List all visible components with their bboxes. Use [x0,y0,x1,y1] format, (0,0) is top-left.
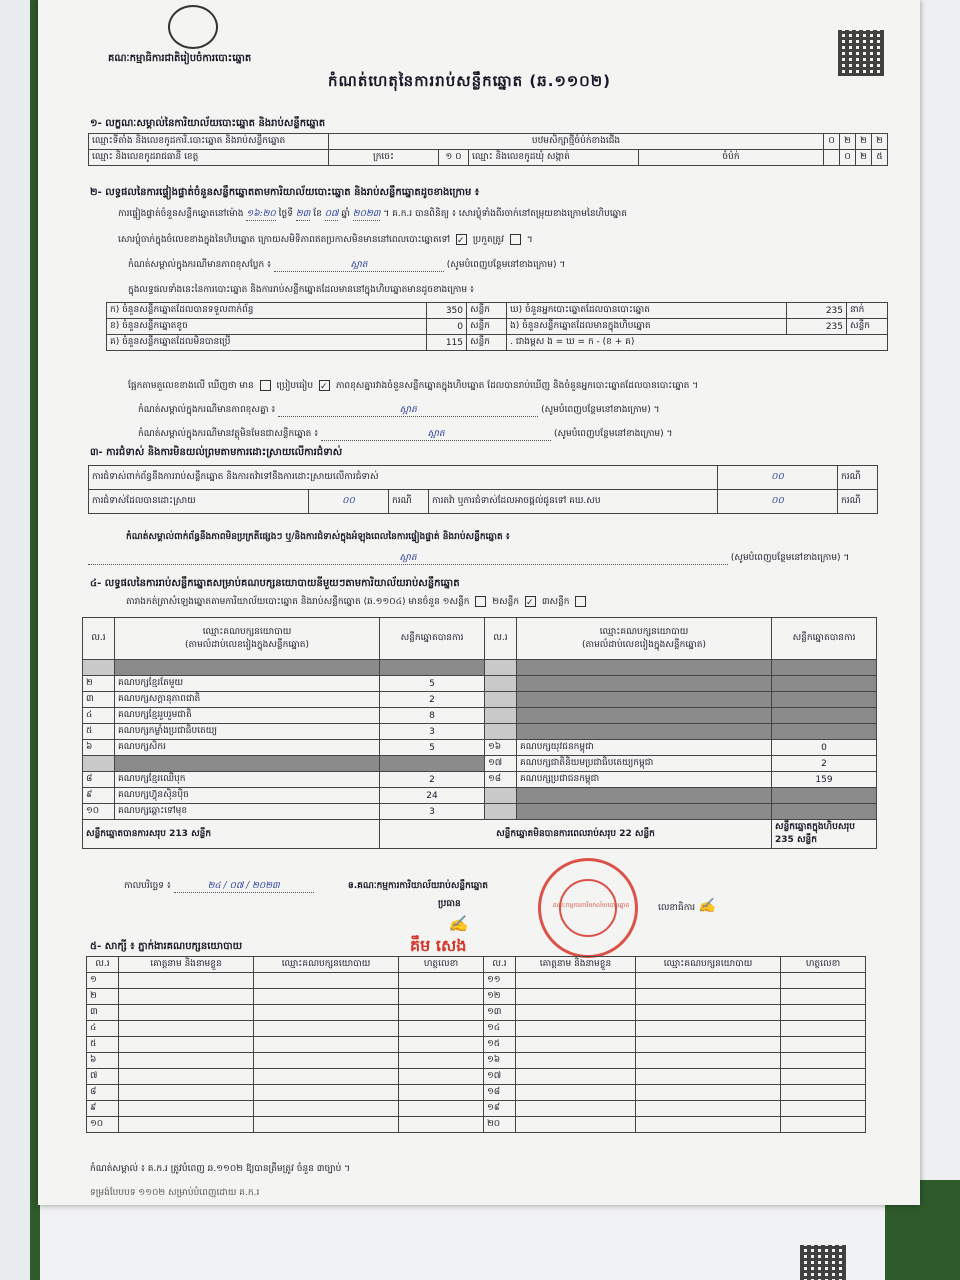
party-results-table [82,617,877,849]
qr-code-icon [800,1245,846,1280]
footer-note: កំណត់សម្គាល់ ៖ គ.ក.រ ត្រូវបំពេញ ឆ.១១០២ ឱ្យបានត្រឹមត្រូវ ចំនួន ៣ច្បាប់ ។ [90,1164,351,1174]
secretary-line: លេខាធិការ ✍ [658,898,716,914]
unit: ករណី [389,490,429,514]
spoiled-ballots-label: ខ) ចំនួនសន្លឹកឆ្នោតខូច [107,319,427,335]
objections-table [88,465,878,514]
col-votes-header: សន្លឹកឆ្នោតបានការ [380,618,485,660]
chair-signature: ✍ [448,914,468,933]
unit: សន្លឹក [467,335,507,351]
results-intro: ក្នុងលទ្ធផលទាំងនេះនៃការបោះឆ្នោត និងការរាប់សន្លឹកឆ្នោតដែលមាននៅក្នុងហិបឆ្នោតមានដូចខាងក្រោម ៖ [128,285,474,295]
discrepancy-note-value: ស្អាត [274,259,444,272]
difference-note-value: ស្អាត [278,404,538,417]
table-row: ៣ គណបក្សសក្ដានុភាពជាតិ 2 [83,692,877,708]
resolved-value: ០០ [309,490,389,514]
unit: ករណី [838,466,878,490]
foreign-object-note-line: កំណត់សម្គាល់ក្នុងករណីមានវត្ថុមិនមែនជាសន្លឹកឆ្នោត ៖ ស្អាត (សូមបំពេញបន្ថែមនៅខាងក្រោម) ។ [138,429,673,439]
table-row: ៥ ១៥ [87,1037,866,1053]
discrepancy-note-line: កំណត់សម្គាល់ក្នុងករណីមានភាពខុសប្លែក ៖ ស្អាត (សូមបំពេញបន្ថែមនៅខាងក្រោម) ។ [128,260,566,270]
col-party-header: ឈ្មោះគណបក្សនយោបាយ (តាមលំដាប់លេខរៀងក្នុងសន្លឹកឆ្នោត) [517,618,772,660]
irregularity-note-line: ស្អាត (សូមបំពេញបន្ថែមនៅខាងក្រោម) ។ [88,552,888,565]
checkbox-empty[interactable] [575,596,586,607]
code-digit: ៥ [872,150,888,166]
table-row: ១ ១១ [87,973,866,989]
checkbox-empty[interactable] [475,596,486,607]
code-digit: ០ [824,134,840,150]
secretary-signature: ✍ [698,898,716,914]
verification-line: ការផ្ទៀងផ្ទាត់ចំនួនសន្លឹកឆ្នោតនៅម៉ោង ១៦:២០ ថ្ងៃទី ២៣ ខែ ០៧ ឆ្នាំ ២០២៣ ។ គ.ក.រ បានពិនិត្យ ៖ សោរប្លុំទាំងពីរចាក់នៅតម្រុយខាងក្រោមនៃហិបឆ្នោត [118,209,627,219]
verification-day: ២៣ [295,209,311,219]
table-row: ៤ គណបក្សខ្មែររួបរួមជាតិ 8 [83,708,877,724]
col-votes-header: សន្លឹកឆ្នោតបានការ [772,618,877,660]
form-version: ទម្រង់បែបបទ ១១០២ សម្រាប់បំពេញដោយ គ.ក.រ [90,1188,260,1198]
province-code: ១ ០ [439,150,469,166]
discrepancy-check-line: ផ្អែកតាមតួលេខខាងលើ ឃើញថា មាន ប្រៀបធៀប ✓ ភាពខុសគ្នារវាងចំនួនសន្លឹកឆ្នោតក្នុងហិបឆ្នោត ដែលបានរាប់ឃើញ និងចំនួនអ្នកបោះឆ្នោតដែលបានបោះឆ្នោត ។ [128,381,699,392]
section5-heading: ៥- សាក្សី ៖ ភ្នាក់ងារគណបក្សនយោបាយ [90,941,243,952]
code-digit: ២ [856,134,872,150]
table-row: ៨ ១៨ [87,1085,866,1101]
table-row: ៤ ១៤ [87,1021,866,1037]
background-wall-left [0,0,30,1280]
background-wall-right [920,0,960,1180]
table-row: ៦ គណបក្សសិករ 5 ១៦ គណបក្សយុវជនកម្ពុជា 0 [83,740,877,756]
table-row: ៨ គណបក្សខ្មែរឈើបុក 2 ១៨ គណបក្សប្រជាជនកម្ពុជា 159 [83,772,877,788]
spoiled-ballots-value: 0 [427,319,467,335]
col-no-header: ល.រ [485,618,517,660]
unit: សន្លឹក [467,303,507,319]
witness-table: ល.រ គោត្តនាម និងនាមខ្លួន ឈ្មោះគណបក្សនយោបាយ ហត្ថលេខា ល.រ គោត្តនាម និងនាមខ្លួន ឈ្មោះគណបក្សនយោបាយ ហត្ថលេខា ១ ១១ ២ ១២ ៣ ១៣ ៤ ១៤ ៥ ១៥ ៦ ១៦ ៧ ១៧ ៨ ១៨ ៩ ១៩ ១០ ២០ [86,956,866,1133]
ballot-count-report-sheet [38,0,920,1205]
section3-heading: ៣- ការជំទាស់ និងការមិនយល់ព្រមតាមការដោះស្រាយលើការជំទាស់ [90,447,343,458]
irregularity-note-label: កំណត់សម្គាល់ពាក់ព័ន្ធនឹងភាពមិនប្រក្រតីផ្សេងៗ ឬ/និងការជំទាស់ក្នុងអំឡុងពេលនៃការផ្ទៀងផ្ទាត់ និងរាប់សន្លឹកឆ្នោត ៖ [126,532,510,542]
table-row: ២ ១២ [87,989,866,1005]
box-ballots-value: 235 [787,319,847,335]
totals-row: សន្លឹកឆ្នោតបានការសរុប 213 សន្លឹក សន្លឹកឆ្នោតមិនបានការពេលរាប់សរុប 22 សន្លឹក សន្លឹកឆ្នោតក្នុងហិបសរុប 235 សន្លឹក [83,820,877,849]
commune-value: ចំប៉ក់ [639,150,824,166]
next-sheet [40,1205,885,1280]
code-digit: ២ [840,134,856,150]
table-row: ១៧ គណបក្សជាតិនិយមប្រជាធិបតេយ្យកម្ពុជា 2 [83,756,877,772]
checkbox-checked[interactable]: ✓ [456,234,467,245]
date-line: កាលបរិច្ឆេទ ៖ ២៤ / ០៧ / ២០២៣ [124,880,314,893]
committee-name: គណៈកម្មាធិការជាតិរៀបចំការបោះឆ្នោត [108,53,252,64]
unit: នាក់ [847,303,888,319]
table-row: ១០ ២០ [87,1117,866,1133]
date-value: ២៤ / ០៧ / ២០២៣ [174,880,314,893]
chair-name: គឹម សេង [410,936,467,955]
national-emblem-icon [168,5,218,49]
resolved-label: ការជំទាស់ដែលបានដោះស្រាយ [89,490,309,514]
checkbox-empty[interactable] [510,234,521,245]
location-table [88,133,888,166]
verification-time: ១៦:២០ [246,209,276,219]
verification-month: ០៧ [324,209,339,219]
unit: សន្លឹក [847,319,888,335]
province-value: ក្រចេះ [329,150,439,166]
objections-label: ការជំទាស់ពាក់ព័ន្ធនឹងការរាប់សន្លឹកឆ្នោត និងការតវ៉ាទៅនឹងការដោះស្រាយលើការជំទាស់ [89,466,718,490]
commune-label: ឈ្មោះ និងលេខកូដឃុំ សង្កាត់ [469,150,639,166]
province-label: ឈ្មោះ និងលេខកូដរាជធានី ខេត្ត [89,150,329,166]
difference-note-line: កំណត់សម្គាល់ក្នុងករណីមានភាពខុសគ្នា ៖ ស្អាត (សូមបំពេញបន្ថែមនៅខាងក្រោម) ។ [138,405,660,415]
checkbox-empty[interactable] [260,380,271,391]
qr-code-icon [838,30,884,76]
code-digit: ២ [856,150,872,166]
section1-heading: ១- លក្ខណៈសម្គាល់នៃការិយាល័យបោះឆ្នោត និងរាប់សន្លឹកឆ្នោត [90,118,326,129]
section2-heading: ២- លទ្ធផលនៃការផ្ទៀងផ្ទាត់ចំនួនសន្លឹកឆ្នោតតាមការិយាល័យបោះឆ្នោត និងរាប់សន្លឹកឆ្នោតដូចខាងក្រោម ៖ [90,187,480,198]
checkbox-checked[interactable]: ✓ [319,380,330,391]
section4-heading: ៤- លទ្ធផលនៃការរាប់សន្លឹកឆ្នោតសម្រាប់គណបក្សនយោបាយនីមួយៗតាមការិយាល័យរាប់សន្លឹកឆ្នោត [90,578,460,589]
table-row: ៧ ១៧ [87,1069,866,1085]
chair-label: ប្រធាន [438,899,461,909]
voters-label: ឃ) ចំនួនអ្នកបោះឆ្នោតដែលបានបោះឆ្នោត [507,303,787,319]
table-row: ១០ គណបក្សឆ្ពោះទៅមុខ 3 [83,804,877,820]
box-ballots-label: ង) ចំនួនសន្លឹកឆ្នោតដែលមានក្នុងហិបឆ្នោត [507,319,787,335]
objections-value: ០០ [718,466,838,490]
unit: សន្លឹក [467,319,507,335]
foreign-object-note-value: ស្អាត [321,428,551,441]
committee-signature-label: ឲ.គណៈកម្មការការិយាល័យរាប់សន្លឹកឆ្នោត [348,881,488,891]
checkbox-checked[interactable]: ✓ [525,596,536,607]
table-row: ២ គណបក្សខ្មែរតែមួយ 5 [83,676,877,692]
received-ballots-label: ក) ចំនួនសន្លឹកឆ្នោតដែលបានទទួលពាក់ព័ន្ធ [107,303,427,319]
table-row: ៣ ១៣ [87,1005,866,1021]
appeal-value: ០០ [718,490,838,514]
col-no-header: ល.រ [83,618,115,660]
voters-value: 235 [787,303,847,319]
received-ballots-value: 350 [427,303,467,319]
verification-year: ២០២៣ [352,209,381,219]
unused-ballots-label: គ) ចំនួនសន្លឹកឆ្នោតដែលមិនបានប្រើ [107,335,427,351]
table-row: ៩ ១៩ [87,1101,866,1117]
table-row: ៥ គណបក្សកម្លាំងប្រជាធិបតេយ្យ 3 [83,724,877,740]
unit: ករណី [838,490,878,514]
location-label: ឈ្មោះទីតាំង និងលេខកូដការិ.បោះឆ្នោត និងរាប់សន្លឹកឆ្នោត [89,134,329,150]
col-party-header: ឈ្មោះគណបក្សនយោបាយ (តាមលំដាប់លេខរៀងក្នុងសន្លឹកឆ្នោត) [115,618,380,660]
official-stamp: គណៈកម្មការការិយាល័យបោះឆ្នោត [538,858,638,958]
tally-sheet-count: តារាងកត់ត្រាសំឡេងឆ្នោតតាមការិយាល័យបោះឆ្នោត និងរាប់សន្លឹកឆ្នោត (ឆ.១១០៤) មានចំនួន ១សន្លឹក ២សន្លឹក ✓ ៣សន្លឹក [126,596,886,608]
appeal-label: ការតវ៉ា ឬការជំទាស់ដែលអាចផ្ដល់ជូនទៅ គឃ.សប [429,490,718,514]
unused-ballots-value: 115 [427,335,467,351]
formula: . ជាងម្ពស ង = ឃ = ក - (ខ + គ) [507,335,888,351]
ballot-summary-table [106,302,888,351]
seal-check-line: សោរប្លុំចាក់ក្នុងចំលេខខាងក្នុងនៃហិបឆ្នោត ក្រោយសមិទិភាពឥតប្រកាសមិនមាននៅពេលបោះឆ្នោតទៅ ✓ ប្រកួតត្រូវ ។ [118,235,533,246]
page-title: កំណត់ហេតុនៃការរាប់សន្លឹកឆ្នោត (ឆ.១១០២) [328,72,612,90]
table-row: ៩ គណបក្សហ៊្វុនស៊ិនប៉ិច 24 [83,788,877,804]
code-digit: ០ [840,150,856,166]
irregularity-note-value: ស្អាត [88,552,728,565]
code-digit: ២ [872,134,888,150]
table-row: ៦ ១៦ [87,1053,866,1069]
location-value: បឋមសិក្សាថ្មីចំប៉ក់ខាងជើង [329,134,824,150]
